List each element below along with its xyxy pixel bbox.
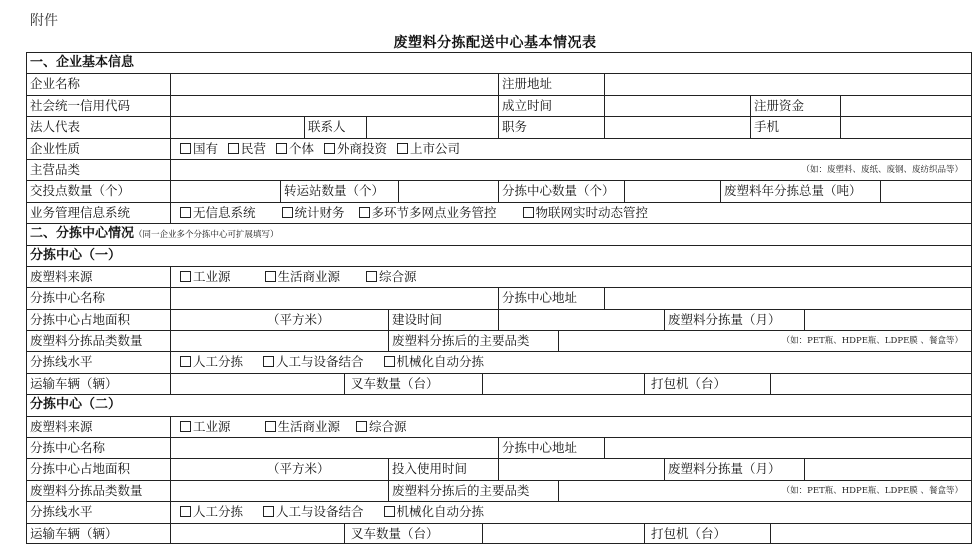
center2-category-count-field[interactable] (170, 481, 388, 501)
option-label: 人工与设备结合 (276, 504, 364, 520)
option-label: 工业源 (193, 418, 231, 434)
center2-vehicles-label: 运输车辆（辆） (30, 525, 118, 541)
option-label: 综合源 (379, 268, 417, 284)
transfer-stations-label: 转运站数量（个） (280, 181, 398, 201)
center1-category-count-field[interactable] (170, 331, 388, 351)
option-label: 统计财务 (294, 204, 345, 220)
row-mis (26, 202, 972, 223)
checkbox-icon (180, 207, 191, 218)
section2-heading (27, 224, 527, 244)
center2-line-label: 分拣线水平 (30, 504, 93, 520)
nature-option[interactable] (397, 141, 460, 156)
option-label: 人工与设备结合 (276, 354, 364, 370)
contact-label: 联系人 (304, 117, 366, 137)
mis-option[interactable] (180, 205, 256, 220)
checkbox-icon (180, 271, 191, 282)
center2-heading-row (26, 394, 972, 415)
center2-use-time-label: 投入使用时间 (388, 459, 498, 479)
checkbox-icon (180, 143, 191, 154)
row-counts (26, 180, 972, 201)
collection-points-field[interactable] (170, 181, 280, 201)
attachment-label: 附件 (30, 13, 58, 29)
center2-area-unit: （平方米） (267, 461, 330, 477)
founded-label: 成立时间 (498, 96, 604, 116)
center1-address-label: 分拣中心地址 (498, 288, 604, 308)
section2-heading-row (26, 223, 972, 244)
checkbox-icon (265, 271, 276, 282)
center1-row-categories (26, 330, 972, 351)
nature-option[interactable] (276, 141, 314, 156)
checkbox-icon (276, 143, 287, 154)
checkbox-icon (282, 207, 293, 218)
line-option[interactable] (263, 504, 364, 519)
nature-option[interactable] (228, 141, 266, 156)
center2-row-line (26, 501, 972, 522)
reg-capital-field[interactable] (840, 96, 971, 116)
source-option[interactable] (356, 419, 407, 434)
mis-options (170, 203, 971, 223)
mobile-label: 手机 (750, 117, 840, 137)
source-option[interactable] (265, 419, 341, 434)
center2-category-count-label: 废塑料分拣品类数量 (30, 482, 143, 498)
center1-heading-row (26, 245, 972, 266)
line-option[interactable] (180, 354, 243, 369)
form-title: 废塑料分拣配送中心基本情况表 (393, 35, 597, 51)
checkbox-icon (180, 356, 191, 367)
row-legal-rep (26, 116, 972, 137)
mis-option[interactable] (359, 205, 497, 220)
center2-source-options (170, 417, 971, 437)
center1-area-unit: （平方米） (267, 311, 330, 327)
center2-area-label: 分拣中心占地面积 (30, 461, 131, 477)
center2-area-field[interactable] (170, 459, 388, 479)
center1-forklifts-field[interactable] (482, 374, 644, 394)
center2-title: 分拣中心（二） (30, 397, 122, 413)
checkbox-icon (180, 421, 191, 432)
center2-row-categories (26, 480, 972, 501)
center2-row-name (26, 437, 972, 458)
line-option[interactable] (384, 504, 485, 519)
source-option[interactable] (366, 269, 417, 284)
checkbox-icon (324, 143, 335, 154)
center1-area-label: 分拣中心占地面积 (30, 311, 131, 327)
option-label: 民营 (241, 140, 267, 156)
checkbox-icon (366, 271, 377, 282)
center2-forklifts-field[interactable] (482, 524, 644, 543)
center1-row-area (26, 309, 972, 330)
center1-line-label: 分拣线水平 (30, 354, 93, 370)
center1-address-field[interactable] (604, 288, 971, 308)
center2-row-vehicles (26, 523, 972, 544)
option-label: 机械化自动分拣 (396, 354, 485, 370)
option-label: 生活商业源 (277, 418, 341, 434)
section2-heading-note: （同一企业多个分拣中心可扩展填写） (134, 230, 279, 241)
nature-options (170, 139, 971, 159)
option-label: 外商投资 (337, 140, 388, 156)
sorting-centers-field[interactable] (624, 181, 720, 201)
option-label: 工业源 (193, 268, 231, 284)
row-main-products (26, 159, 972, 180)
source-option[interactable] (180, 269, 231, 284)
center1-vehicles-field[interactable] (170, 374, 344, 394)
center2-monthly-field[interactable] (804, 459, 971, 479)
option-label: 机械化自动分拣 (396, 504, 485, 520)
checkbox-icon (523, 207, 534, 218)
company-name-label: 企业名称 (30, 76, 81, 92)
checkbox-icon (228, 143, 239, 154)
section1-heading-row (26, 52, 972, 73)
center1-main-after-note: （如：PET瓶、HDPE瓶、LDPE膜 、餐盒等） (781, 336, 963, 347)
mis-label: 业务管理信息系统 (30, 204, 131, 220)
annual-total-label: 废塑料年分拣总量（吨） (720, 181, 880, 201)
center2-row-source (26, 416, 972, 437)
center1-row-source (26, 266, 972, 287)
center1-forklifts-label: 叉车数量（台） (344, 374, 482, 394)
legal-rep-label: 法人代表 (30, 119, 81, 135)
center1-source-label: 废塑料来源 (30, 268, 93, 284)
credit-code-label: 社会统一信用代码 (30, 97, 131, 113)
checkbox-icon (263, 356, 274, 367)
center2-row-area (26, 458, 972, 479)
line-option[interactable] (384, 354, 485, 369)
option-label: 综合源 (369, 418, 407, 434)
checkbox-icon (384, 356, 395, 367)
center1-name-label: 分拣中心名称 (30, 290, 106, 306)
center1-category-count-label: 废塑料分拣品类数量 (30, 333, 143, 349)
source-option[interactable] (180, 419, 231, 434)
center2-vehicles-field[interactable] (170, 524, 344, 543)
row-nature (26, 138, 972, 159)
reg-address-label: 注册地址 (498, 74, 604, 94)
legal-rep-field[interactable] (170, 117, 304, 137)
center1-source-options (170, 267, 971, 287)
center2-balers-label: 打包机（台） (644, 524, 770, 543)
mis-option[interactable] (282, 205, 345, 220)
main-products-field[interactable] (170, 160, 971, 180)
center2-monthly-label: 废塑料分拣量（月） (664, 459, 804, 479)
option-label: 多环节多网点业务管控 (371, 204, 497, 220)
credit-code-field[interactable] (170, 96, 498, 116)
row-credit-code (26, 95, 972, 116)
nature-option[interactable] (180, 141, 218, 156)
annual-total-field[interactable] (880, 181, 971, 201)
checkbox-icon (265, 421, 276, 432)
nature-option[interactable] (324, 141, 387, 156)
nature-label: 企业性质 (30, 140, 81, 156)
center2-main-after-field[interactable] (558, 481, 971, 501)
center2-main-after-note: （如：PET瓶、HDPE瓶、LDPE膜 、餐盒等） (781, 485, 963, 496)
position-field[interactable] (604, 117, 750, 137)
checkbox-icon (180, 506, 191, 517)
center1-balers-field[interactable] (770, 374, 971, 394)
mobile-field[interactable] (840, 117, 971, 137)
center2-balers-field[interactable] (770, 524, 971, 543)
option-label: 生活商业源 (277, 268, 341, 284)
line-option[interactable] (263, 354, 364, 369)
option-label: 上市公司 (410, 140, 461, 156)
option-label: 个体 (289, 140, 315, 156)
checkbox-icon (384, 506, 395, 517)
center2-main-after-label: 废塑料分拣后的主要品类 (388, 481, 558, 501)
main-products-note: （如：废塑料、废纸、废钢、废纺织品等） (801, 164, 963, 175)
checkbox-icon (356, 421, 367, 432)
info-form-table (26, 52, 972, 544)
source-option[interactable] (265, 269, 341, 284)
center2-source-label: 废塑料来源 (30, 418, 93, 434)
row-company-name (26, 73, 972, 94)
center1-row-name (26, 287, 972, 308)
section2-heading-text: 二、分拣中心情况 (30, 226, 135, 242)
main-products-label: 主营品类 (30, 161, 81, 177)
center1-build-time-label: 建设时间 (388, 310, 498, 330)
center1-monthly-field[interactable] (804, 310, 971, 330)
center2-name-field[interactable] (170, 438, 498, 458)
line-option[interactable] (180, 504, 243, 519)
center2-address-label: 分拣中心地址 (498, 438, 604, 458)
collection-points-label: 交投点数量（个） (30, 183, 131, 199)
option-label: 物联网实时动态管控 (535, 204, 649, 220)
option-label: 国有 (193, 140, 219, 156)
center1-monthly-label: 废塑料分拣量（月） (664, 310, 804, 330)
center2-line-options (170, 502, 971, 522)
mis-option[interactable] (523, 205, 649, 220)
option-label: 无信息系统 (193, 204, 256, 220)
reg-capital-label: 注册资金 (750, 96, 840, 116)
section1-heading: 一、企业基本信息 (30, 55, 135, 70)
position-label: 职务 (498, 117, 604, 137)
center1-main-after-label: 废塑料分拣后的主要品类 (388, 331, 558, 351)
center1-build-time-field[interactable] (498, 310, 664, 330)
transfer-stations-field[interactable] (398, 181, 498, 201)
center2-forklifts-label: 叉车数量（台） (344, 524, 482, 543)
center1-name-field[interactable] (170, 288, 498, 308)
center1-vehicles-label: 运输车辆（辆） (30, 375, 118, 391)
option-label: 人工分拣 (193, 354, 244, 370)
center2-use-time-field[interactable] (498, 459, 664, 479)
checkbox-icon (397, 143, 408, 154)
company-name-field[interactable] (170, 74, 498, 94)
option-label: 人工分拣 (193, 504, 244, 520)
founded-field[interactable] (604, 96, 750, 116)
checkbox-icon (263, 506, 274, 517)
center1-line-options (170, 352, 971, 372)
sorting-centers-label: 分拣中心数量（个） (498, 181, 624, 201)
center1-row-line (26, 351, 972, 372)
center1-balers-label: 打包机（台） (644, 374, 770, 394)
center1-area-field[interactable] (170, 310, 388, 330)
center2-address-field[interactable] (604, 438, 971, 458)
checkbox-icon (359, 207, 370, 218)
center1-main-after-field[interactable] (558, 331, 971, 351)
center1-title: 分拣中心（一） (30, 247, 122, 263)
center1-row-vehicles (26, 373, 972, 394)
center2-name-label: 分拣中心名称 (30, 440, 106, 456)
contact-field[interactable] (366, 117, 498, 137)
reg-address-field[interactable] (604, 74, 971, 94)
